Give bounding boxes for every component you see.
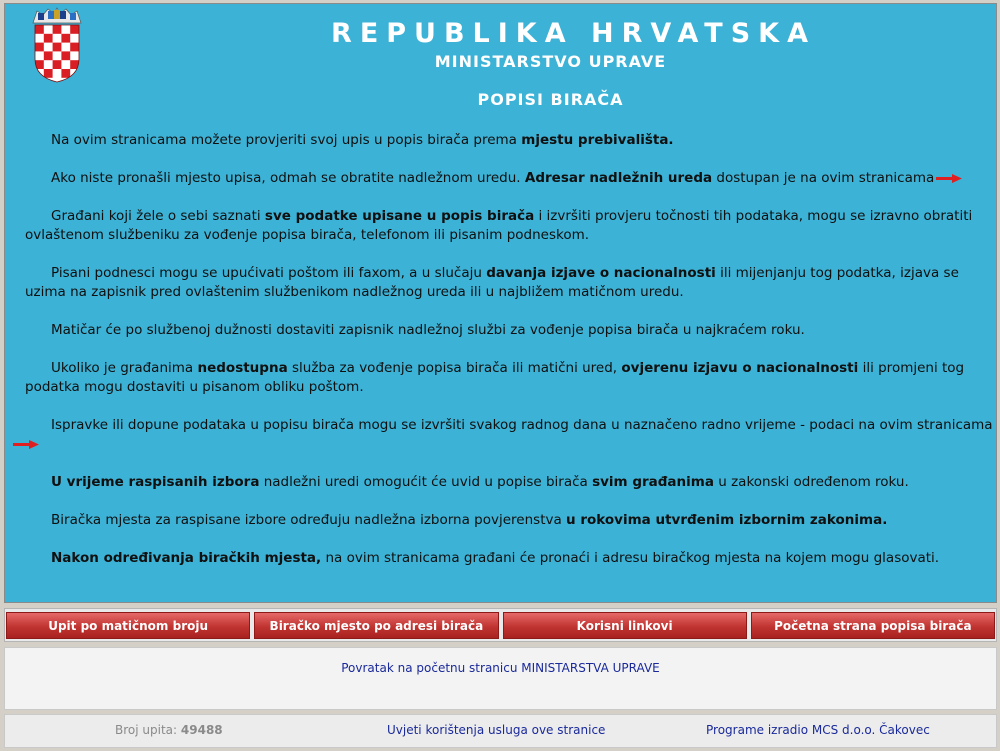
footer: [4, 714, 997, 748]
back-panel: [4, 647, 997, 710]
nav-button-polling-station-by-address[interactable]: Biračko mjesto po adresi birača: [254, 612, 498, 639]
paragraph-text: ili promjeni tog podatka mogu dostaviti u pisanom obliku poštom.: [25, 360, 965, 395]
nav-button-personal-id-query[interactable]: Upit po matičnom broju: [6, 612, 250, 639]
info-paragraph: [25, 473, 1000, 492]
paragraph-text: i izvršiti provjeru točnosti tih podataka, mogu se izravno obratiti ovlaštenom službeniku za vođenje popisa birača, telefonom ili pisanim podneskom.: [25, 208, 973, 243]
info-paragraph: [25, 416, 1000, 454]
paragraph-text: Pisani podnesci mogu se upućivati poštom ili faxom, a u slučaju: [51, 265, 487, 281]
paragraph-text: Ako niste pronašli mjesto upisa, odmah se obratite nadležnom uredu.: [51, 170, 525, 186]
nav-bar: [4, 608, 997, 642]
page-title: REPUBLIKA HRVATSKA: [331, 18, 816, 49]
red-arrow-right-icon[interactable]: [936, 174, 962, 183]
paragraph-text: služba za vođenje popisa birača ili matični ured,: [287, 360, 622, 376]
paragraph-text: dostupan je na ovim stranicama: [712, 170, 935, 186]
info-paragraph: [25, 207, 1000, 245]
emphasis-text: U vrijeme raspisanih izbora: [51, 474, 260, 490]
query-counter: [115, 723, 223, 737]
info-paragraph: [25, 359, 1000, 397]
nav-button-useful-links[interactable]: Korisni linkovi: [503, 612, 747, 639]
info-paragraph: [25, 169, 1000, 188]
paragraph-text: nadležni uredi omogućit će uvid u popise birača: [259, 474, 593, 490]
query-counter-label: Broj upita:: [115, 723, 178, 737]
info-paragraph: [25, 131, 1000, 150]
red-arrow-right-icon[interactable]: [13, 440, 39, 449]
paragraph-text: na ovim stranicama građani će pronaći i adresu biračkog mjesta na kojem mogu glasovati.: [321, 550, 940, 566]
emphasis-text: mjestu prebivališta.: [521, 132, 674, 148]
section-subtitle: POPISI BIRAČA: [477, 90, 624, 109]
emphasis-text: svim građanima: [592, 474, 714, 490]
emphasis-text: Adresar nadležnih ureda: [524, 170, 713, 186]
ministry-title: MINISTARSTVO UPRAVE: [434, 52, 667, 71]
paragraph-text: Na ovim stranicama možete provjeriti svoj upis u popis birača prema: [51, 132, 522, 148]
paragraph-text: Ukoliko je građanima: [51, 360, 198, 376]
paragraph-text: Građani koji žele o sebi saznati: [51, 208, 265, 224]
back-to-ministry-link[interactable]: Povratak na početnu stranicu MINISTARSTVA UPRAVE: [341, 661, 660, 675]
info-text: [25, 131, 1000, 587]
paragraph-text: Biračka mjesta za raspisane izbore određuju nadležna izborna povjerenstva: [51, 512, 567, 528]
emphasis-text: nedostupna: [197, 360, 288, 376]
terms-of-use-link[interactable]: Uvjeti korištenja usluga ove stranice: [387, 723, 606, 737]
emphasis-text: davanja izjave o nacionalnosti: [486, 265, 716, 281]
developer-credit-link[interactable]: Programe izradio MCS d.o.o. Čakovec: [706, 723, 930, 737]
info-paragraph: [25, 264, 1000, 302]
emphasis-text: Nakon određivanja biračkih mjesta,: [51, 550, 322, 566]
arrow-link[interactable]: [25, 435, 1000, 454]
info-paragraph: [25, 511, 1000, 530]
query-counter-value: 49488: [180, 723, 223, 737]
paragraph-text: ili mijenjanju tog podatka, izjava se uzima na zapisnik pred ovlaštenim službenikom nadležnog ureda ili u najbližem matičnom uredu.: [25, 265, 959, 300]
info-paragraph: [25, 321, 1000, 340]
emphasis-text: u rokovima utvrđenim izbornim zakonima.: [566, 512, 888, 528]
paragraph-text: Matičar će po službenoj dužnosti dostaviti zapisnik nadležnoj službi za vođenje popisa birača u najkraćem roku.: [51, 322, 805, 338]
emphasis-text: sve podatke upisane u popis birača: [264, 208, 535, 224]
nav-button-voter-list-home[interactable]: Početna strana popisa birača: [751, 612, 995, 639]
paragraph-text: Ispravke ili dopune podataka u popisu birača mogu se izvršiti svakog radnog dana u naznačeno radno vrijeme - podaci na ovim stranicama: [51, 417, 993, 433]
paragraph-text: u zakonski određenom roku.: [713, 474, 909, 490]
emphasis-text: ovjerenu izjavu o nacionalnosti: [621, 360, 859, 376]
main-panel: [4, 3, 997, 603]
info-paragraph: [25, 549, 1000, 568]
